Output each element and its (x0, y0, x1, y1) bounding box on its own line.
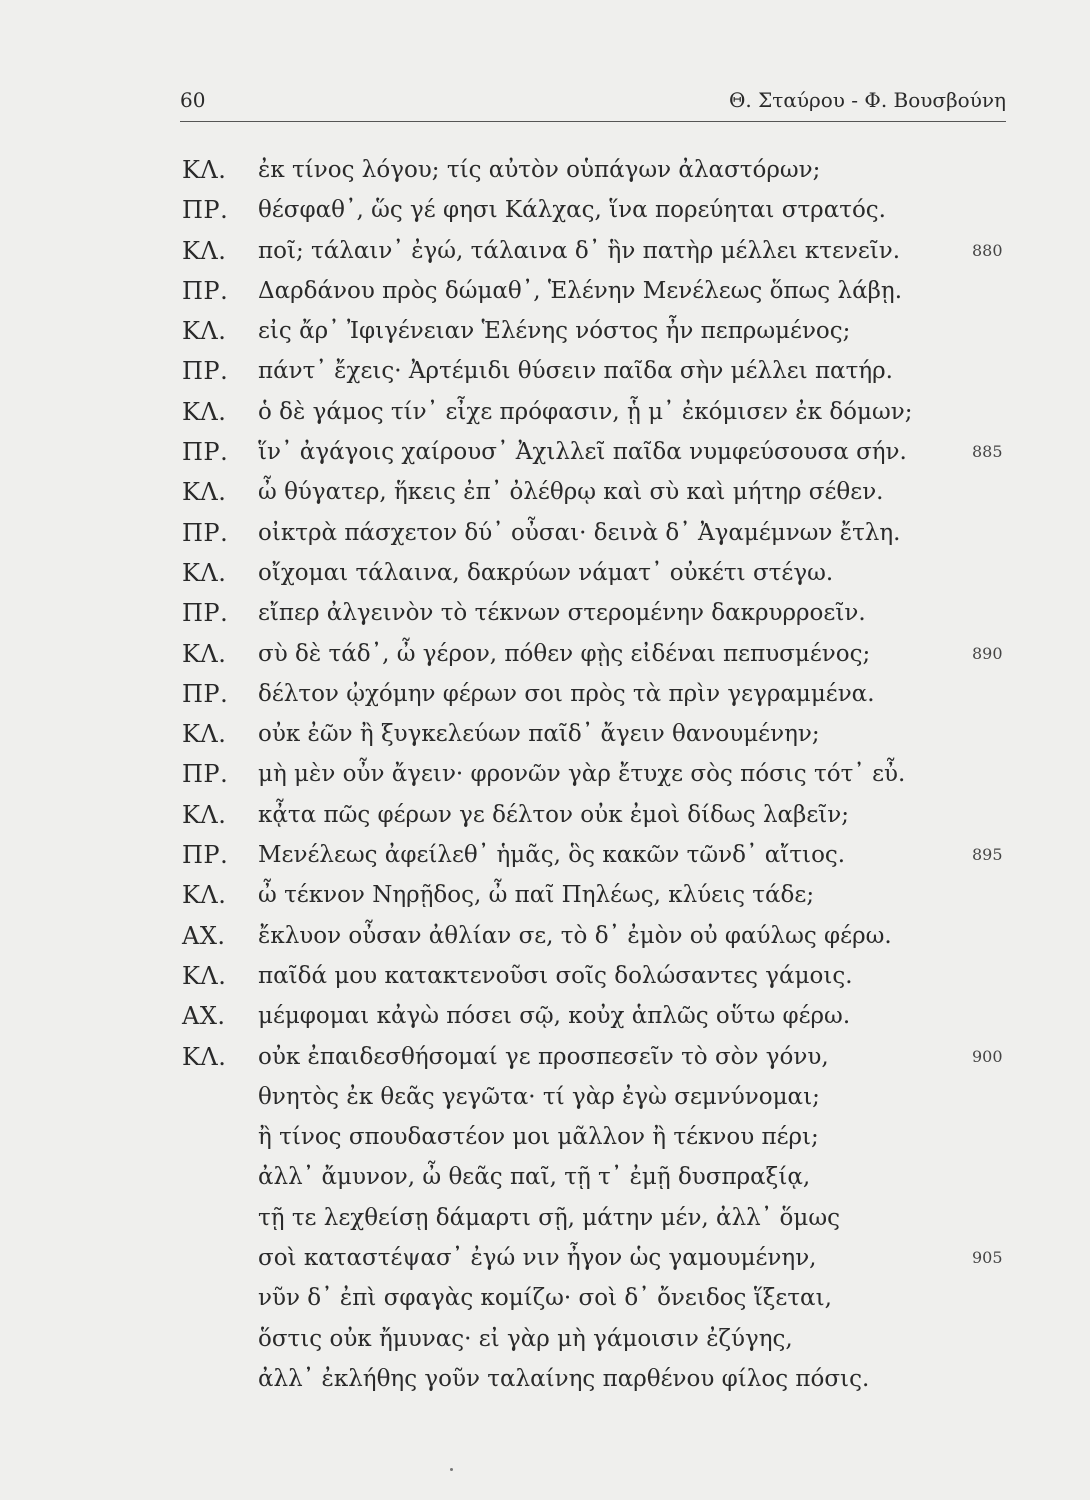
verse-line (182, 271, 1022, 311)
speaker: ΑΧ. (182, 921, 226, 950)
verse-line (182, 351, 1022, 391)
line-number: 880 (972, 240, 1003, 260)
verse-text: ἀλλ᾽ ἐκλήθης γοῦν ταλαίνης παρθένου φίλος πόσις. (258, 1365, 870, 1392)
speaker: ΠΡ. (182, 196, 229, 225)
verse-text: Μενέλεως ἀφείλεθ᾽ ἡμᾶς, ὃς κακῶν τῶνδ᾽ αἴτιος. (258, 842, 846, 869)
verse-text: ἢ τίνος σπουδαστέον μοι μᾶλλον ἢ τέκνου πέρι; (258, 1124, 819, 1151)
speaker: ΚΛ. (182, 397, 227, 426)
verse-line (182, 392, 1022, 432)
verse-text: οὐκ ἐπαιδεσθήσομαί γε προσπεσεῖν τὸ σὸν γόνυ, (258, 1043, 829, 1070)
speaker: ΚΛ. (182, 800, 227, 829)
verse-text: ποῖ; τάλαιν᾽ ἐγώ, τάλαινα δ᾽ ἣν πατὴρ μέλλει κτενεῖν. (258, 237, 901, 264)
verse-text: δέλτον ᾠχόμην φέρων σοι πρὸς τὰ πρὶν γεγραμμένα. (258, 680, 875, 707)
verse-text: εἰς ἄρ᾽ Ἰφιγένειαν Ἑλένης νόστος ἦν πεπρωμένος; (258, 318, 851, 345)
verse-line (182, 553, 1022, 593)
verse-line (182, 593, 1022, 633)
verse-text: τῇ τε λεχθείσῃ δάμαρτι σῇ, μάτην μέν, ἀλλ᾽ ὅμως (258, 1204, 840, 1231)
verse-text: παῖδά μου κατακτενοῦσι σοῖς δολώσαντες γάμοις. (258, 962, 853, 989)
verse-block (182, 150, 1022, 1399)
verse-line (182, 231, 1022, 271)
verse-text: μέμφομαι κἀγὼ πόσει σῷ, κοὐχ ἁπλῶς οὕτω φέρω. (258, 1003, 851, 1030)
speaker: ΠΡ. (182, 679, 229, 708)
line-number: 885 (972, 442, 1003, 462)
speaker: ΚΛ. (182, 881, 227, 910)
verse-line (182, 513, 1022, 553)
verse-line (182, 1117, 1022, 1157)
verse-line (182, 634, 1022, 674)
speaker: ΚΛ. (182, 720, 227, 749)
speaker: ΠΡ. (182, 518, 229, 547)
line-number: 890 (972, 643, 1003, 663)
page-number: 60 (180, 88, 206, 112)
verse-text: οἰκτρὰ πάσχετον δύ᾽ οὖσαι· δεινὰ δ᾽ Ἀγαμέμνων ἔτλη. (258, 519, 901, 546)
speaker: ΚΛ. (182, 961, 227, 990)
verse-line (182, 432, 1022, 472)
verse-text: μὴ μὲν οὖν ἄγειν· φρονῶν γὰρ ἔτυχε σὸς πόσις τότ᾽ εὖ. (258, 761, 906, 788)
speaker: ΠΡ. (182, 599, 229, 628)
verse-line (182, 674, 1022, 714)
line-number: 905 (972, 1248, 1003, 1268)
verse-line (182, 1198, 1022, 1238)
verse-line (182, 996, 1022, 1036)
verse-text: οἴχομαι τάλαινα, δακρύων νάματ᾽ οὐκέτι στέγω. (258, 559, 834, 586)
verse-text: κᾆτα πῶς φέρων γε δέλτον οὐκ ἐμοὶ δίδως λαβεῖν; (258, 801, 850, 828)
verse-text: εἴπερ ἀλγεινὸν τὸ τέκνων στερομένην δακρυρροεῖν. (258, 600, 866, 627)
verse-line (182, 1238, 1022, 1278)
line-number: 895 (972, 845, 1003, 865)
verse-line (182, 1037, 1022, 1077)
header-rule (180, 121, 1006, 122)
verse-text: πάντ᾽ ἔχεις· Ἀρτέμιδι θύσειν παῖδα σὴν μέλλει πατήρ. (258, 358, 893, 385)
speaker: ΠΡ. (182, 760, 229, 789)
line-number: 900 (972, 1046, 1003, 1066)
speaker: ΠΡ. (182, 438, 229, 467)
verse-text: ὅστις οὐκ ἤμυνας· εἰ γὰρ μὴ γάμοισιν ἐζύγης, (258, 1325, 793, 1352)
verse-line (182, 1278, 1022, 1318)
verse-text: ἀλλ᾽ ἄμυνον, ὦ θεᾶς παῖ, τῇ τ᾽ ἐμῇ δυσπραξίᾳ, (258, 1164, 811, 1191)
verse-line (182, 754, 1022, 794)
verse-text: θνητὸς ἐκ θεᾶς γεγῶτα· τί γὰρ ἐγὼ σεμνύνομαι; (258, 1083, 820, 1110)
verse-line (182, 835, 1022, 875)
speaker: ΚΛ. (182, 156, 227, 184)
verse-line (182, 1319, 1022, 1359)
verse-text: σοὶ καταστέψασ᾽ ἐγώ νιν ἦγον ὡς γαμουμένην, (258, 1245, 817, 1272)
speaker: ΚΛ. (182, 558, 227, 587)
speaker: ΚΛ. (182, 1042, 227, 1071)
verse-line (182, 795, 1022, 835)
verse-line (182, 1157, 1022, 1197)
speaker: ΠΡ. (182, 276, 229, 305)
verse-line (182, 472, 1022, 512)
verse-text: Δαρδάνου πρὸς δώμαθ᾽, Ἑλένην Μενέλεως ὅπως λάβῃ. (258, 277, 902, 304)
verse-line (182, 311, 1022, 351)
verse-line (182, 875, 1022, 915)
verse-text: ἵν᾽ ἀγάγοις χαίρουσ᾽ Ἀχιλλεῖ παῖδα νυμφεύσουσα σήν. (258, 439, 907, 466)
speaker: ΚΛ. (182, 236, 227, 265)
speaker: ΠΡ. (182, 357, 229, 386)
print-speck (450, 1468, 453, 1471)
verse-line (182, 150, 1022, 190)
verse-line (182, 714, 1022, 754)
verse-text: οὐκ ἐῶν ἢ ξυγκελεύων παῖδ᾽ ἄγειν θανουμένην; (258, 721, 820, 748)
verse-text: ὦ θύγατερ, ἥκεις ἐπ᾽ ὀλέθρῳ καὶ σὺ καὶ μήτηρ σέθεν. (258, 479, 884, 506)
verse-line (182, 916, 1022, 956)
verse-text: ἔκλυον οὖσαν ἀθλίαν σε, τὸ δ᾽ ἐμὸν οὐ φαύλως φέρω. (258, 922, 892, 949)
verse-text: ὁ δὲ γάμος τίν᾽ εἶχε πρόφασιν, ᾗ μ᾽ ἐκόμισεν ἐκ δόμων; (258, 398, 913, 425)
verse-text: νῦν δ᾽ ἐπὶ σφαγὰς κομίζω· σοὶ δ᾽ ὄνειδος ἵξεται, (258, 1285, 832, 1312)
verse-text: ὦ τέκνον Νηρῇδος, ὦ παῖ Πηλέως, κλύεις τάδε; (258, 882, 815, 909)
speaker: ΚΛ. (182, 478, 227, 507)
speaker: ΚΛ. (182, 317, 227, 346)
running-head: Θ. Σταύρου - Φ. Βουσβούνη (729, 88, 1006, 112)
verse-line (182, 190, 1022, 230)
page-header (180, 84, 1006, 120)
speaker: ΠΡ. (182, 841, 229, 870)
verse-line (182, 1359, 1022, 1399)
verse-line (182, 1077, 1022, 1117)
verse-line (182, 956, 1022, 996)
verse-text: σὺ δὲ τάδ᾽, ὦ γέρον, πόθεν φῂς εἰδέναι πεπυσμένος; (258, 640, 871, 667)
verse-text: θέσφαθ᾽, ὥς γέ φησι Κάλχας, ἵνα πορεύηται στρατός. (258, 197, 886, 224)
speaker: ΚΛ. (182, 639, 227, 668)
verse-text: ἐκ τίνος λόγου; τίς αὐτὸν οὑπάγων ἀλαστόρων; (258, 157, 821, 183)
speaker: ΑΧ. (182, 1002, 226, 1031)
